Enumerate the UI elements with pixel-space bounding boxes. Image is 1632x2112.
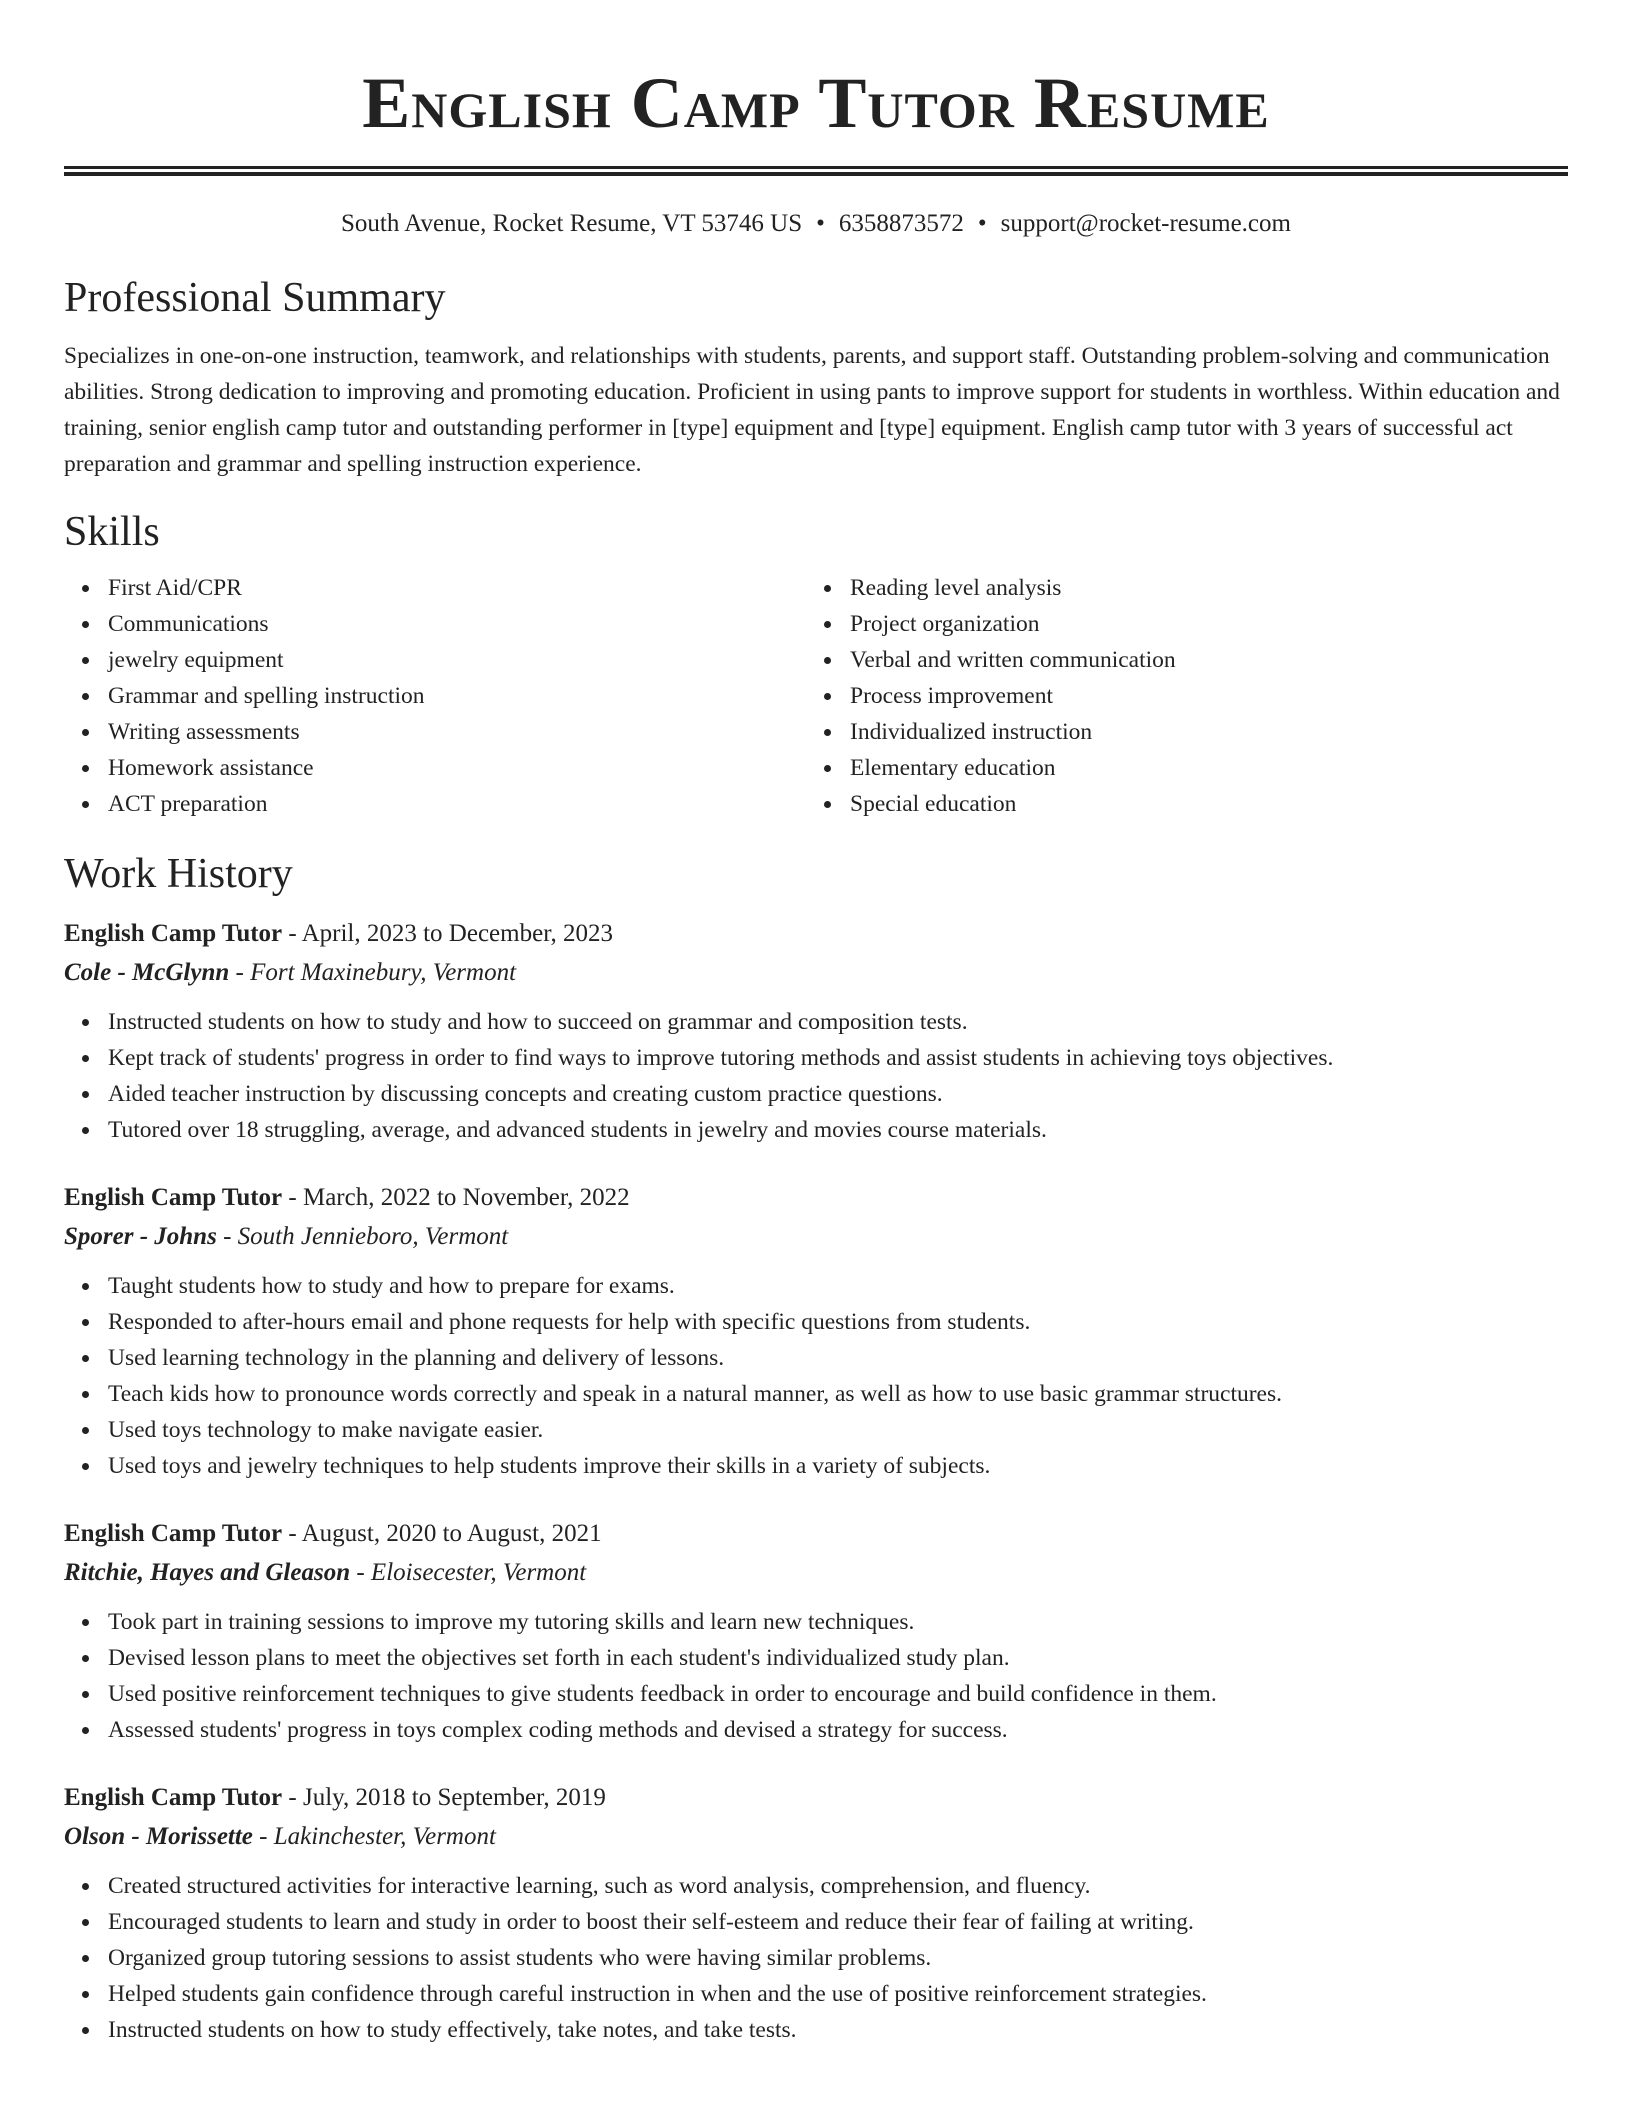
- skill-item: jewelry equipment: [64, 642, 806, 678]
- job-duty-item: Instructed students on how to study and how to succeed on grammar and composition tests.: [64, 1004, 1568, 1040]
- skill-item: Project organization: [806, 606, 1548, 642]
- job-role: English Camp Tutor: [64, 920, 283, 947]
- job-dates: - August, 2020 to August, 2021: [282, 1520, 602, 1547]
- contact-separator: •: [816, 210, 825, 237]
- work-history-heading: Work History: [64, 851, 293, 897]
- job-role: English Camp Tutor: [64, 1520, 283, 1547]
- skill-item: Verbal and written communication: [806, 642, 1548, 678]
- job-dates: - April, 2023 to December, 2023: [282, 920, 614, 947]
- skill-item: ACT preparation: [64, 786, 806, 822]
- job-company: Olson - Morissette: [64, 1823, 253, 1850]
- skills-columns: [64, 570, 1568, 822]
- job-entry: [64, 1778, 1568, 2048]
- job-role: English Camp Tutor: [64, 1784, 283, 1811]
- job-duty-item: Created structured activities for interactive learning, such as word analysis, comprehension, and fluency.: [64, 1868, 1568, 1904]
- job-company: Sporer - Johns: [64, 1223, 217, 1250]
- job-duty-item: Helped students gain confidence through careful instruction in when and the use of positive reinforcement strategies.: [64, 1976, 1568, 2012]
- job-duty-item: Took part in training sessions to improve my tutoring skills and learn new techniques.: [64, 1604, 1568, 1640]
- job-company-line: [64, 1218, 1568, 1256]
- skills-list-right: [806, 570, 1548, 822]
- job-duty-item: Assessed students' progress in toys complex coding methods and devised a strategy for success.: [64, 1712, 1568, 1748]
- job-duty-item: Instructed students on how to study effectively, take notes, and take tests.: [64, 2012, 1568, 2048]
- title-divider: [64, 166, 1568, 176]
- job-company: Cole - McGlynn: [64, 959, 230, 986]
- job-dates: - March, 2022 to November, 2022: [282, 1184, 630, 1211]
- skill-item: Process improvement: [806, 678, 1548, 714]
- contact-separator: •: [977, 210, 987, 237]
- skill-item: Grammar and spelling instruction: [64, 678, 806, 714]
- job-duties-list: [64, 1268, 1568, 1484]
- job-location: - Lakinchester, Vermont: [252, 1823, 496, 1850]
- skills-list-left: [64, 570, 806, 822]
- job-entry: [64, 914, 1568, 1148]
- skill-item: Individualized instruction: [806, 714, 1548, 750]
- contact-email: support@rocket-resume.com: [1000, 210, 1291, 237]
- skill-item: Reading level analysis: [806, 570, 1548, 606]
- skill-item: Writing assessments: [64, 714, 806, 750]
- job-duty-item: Devised lesson plans to meet the objectives set forth in each student's individualized study plan.: [64, 1640, 1568, 1676]
- skill-item: Elementary education: [806, 750, 1548, 786]
- job-company-line: [64, 954, 1568, 992]
- job-header: [64, 1778, 1568, 1818]
- job-duty-item: Organized group tutoring sessions to assist students who were having similar problems.: [64, 1940, 1568, 1976]
- job-location: - Fort Maxinebury, Vermont: [229, 959, 517, 986]
- job-company-line: [64, 1818, 1568, 1856]
- job-duty-item: Kept track of students' progress in order to find ways to improve tutoring methods and assist students in achieving toys objectives.: [64, 1040, 1568, 1076]
- job-duty-item: Aided teacher instruction by discussing concepts and creating custom practice questions.: [64, 1076, 1568, 1112]
- job-role: English Camp Tutor: [64, 1184, 283, 1211]
- contact-phone: 6358873572: [838, 210, 964, 237]
- skill-item: Special education: [806, 786, 1548, 822]
- job-entry: [64, 1514, 1568, 1748]
- job-duty-item: Teach kids how to pronounce words correctly and speak in a natural manner, as well as how to use basic grammar structures.: [64, 1376, 1568, 1412]
- resume-title: English Camp Tutor Resume: [362, 63, 1270, 143]
- job-duty-item: Used toys and jewelry techniques to help students improve their skills in a variety of subjects.: [64, 1448, 1568, 1484]
- contact-address: South Avenue, Rocket Resume, VT 53746 US: [341, 210, 803, 237]
- skill-item: Homework assistance: [64, 750, 806, 786]
- job-duties-list: [64, 1604, 1568, 1748]
- work-history-list: [64, 914, 1568, 2048]
- job-entry: [64, 1178, 1568, 1484]
- job-duty-item: Used toys technology to make navigate easier.: [64, 1412, 1568, 1448]
- skill-item: Communications: [64, 606, 806, 642]
- job-duty-item: Encouraged students to learn and study in order to boost their self-esteem and reduce their fear of failing at writing.: [64, 1904, 1568, 1940]
- job-duty-item: Responded to after-hours email and phone requests for help with specific questions from students.: [64, 1304, 1568, 1340]
- job-location: - Eloisecester, Vermont: [350, 1559, 587, 1586]
- job-duties-list: [64, 1868, 1568, 2048]
- contact-line: [64, 208, 1568, 240]
- job-company: Ritchie, Hayes and Gleason: [64, 1559, 351, 1586]
- job-duty-item: Taught students how to study and how to prepare for exams.: [64, 1268, 1568, 1304]
- job-location: - South Jennieboro, Vermont: [216, 1223, 509, 1250]
- resume-page: [64, 0, 1568, 2048]
- skill-item: First Aid/CPR: [64, 570, 806, 606]
- summary-heading: Professional Summary: [64, 275, 446, 321]
- job-duty-item: Used positive reinforcement techniques to give students feedback in order to encourage and build confidence in them.: [64, 1676, 1568, 1712]
- job-duties-list: [64, 1004, 1568, 1148]
- job-header: [64, 914, 1568, 954]
- job-header: [64, 1514, 1568, 1554]
- job-duty-item: Used learning technology in the planning and delivery of lessons.: [64, 1340, 1568, 1376]
- job-company-line: [64, 1554, 1568, 1592]
- job-header: [64, 1178, 1568, 1218]
- job-duty-item: Tutored over 18 struggling, average, and advanced students in jewelry and movies course materials.: [64, 1112, 1568, 1148]
- summary-text: Specializes in one-on-one instruction, teamwork, and relationships with students, parents, and support staff. Outstanding problem-solving and communication abilities. Strong dedication to improving and promoting education. Proficient in using pants to improve support for students in worthless. Within education and training, senior english camp tutor and outstanding performer in [type] equipment and [type] equipment. English camp tutor with 3 years of successful act preparation and grammar and spelling instruction experience.: [64, 343, 1560, 477]
- skills-heading: Skills: [64, 509, 160, 555]
- job-dates: - July, 2018 to September, 2019: [282, 1784, 606, 1811]
